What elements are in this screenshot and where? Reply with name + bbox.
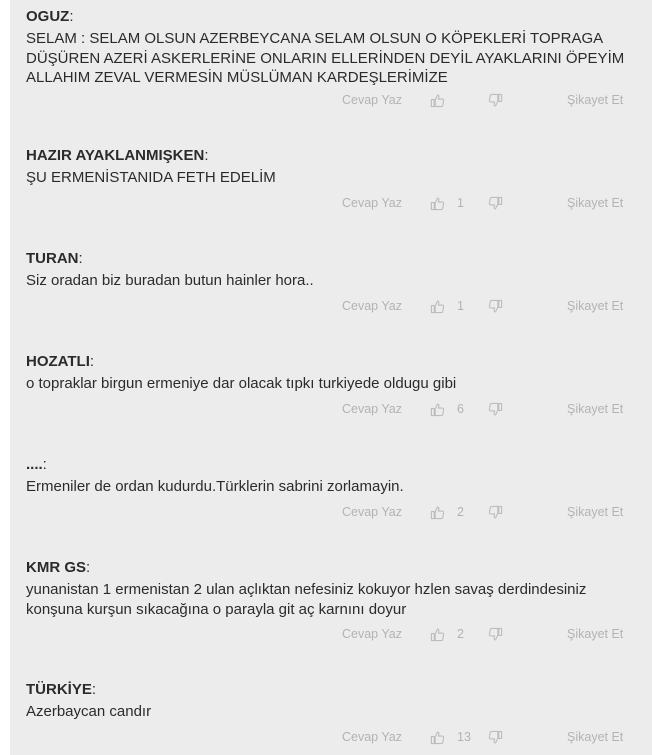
comment-item [26,559,636,641]
comment-header [26,8,636,26]
reply-button[interactable]: Cevap Yaz [342,730,402,744]
reply-button[interactable]: Cevap Yaz [342,505,402,519]
comment-text: Azerbaycan candır [26,703,152,720]
author-colon: : [91,681,97,698]
reply-button[interactable]: Cevap Yaz [342,299,402,313]
comment-item [26,250,636,313]
thumbs-up-icon[interactable] [430,505,445,520]
comment-header [26,250,636,268]
comment-actions [26,505,636,523]
thumbs-down-icon[interactable] [488,299,503,314]
comment-author: HOZATLI [26,353,90,370]
comment-item [26,456,636,519]
report-button[interactable]: Şikayet Et [567,627,624,641]
thumbs-down-icon[interactable] [488,730,503,745]
report-button[interactable]: Şikayet Et [567,93,624,107]
like-count: 2 [457,505,464,519]
comment-item [26,147,636,210]
report-button[interactable]: Şikayet Et [567,505,624,519]
comment-text: Ermeniler de ordan kudurdu.Türklerin sabrini zorlamayin. [26,478,404,495]
comment-actions [26,196,636,214]
author-colon: : [69,8,74,25]
comment-header [26,147,636,165]
comment-author: TURAN [26,250,79,267]
report-button[interactable]: Şikayet Et [567,730,624,744]
comment-actions [26,93,636,111]
like-count: 1 [457,196,464,210]
thumbs-up-icon[interactable] [430,299,445,314]
comment-text: yunanistan 1 ermenistan 2 ulan açlıktan nefesiniz kokuyor hzlen savaş derdindesiniz konşuna kurşun sıkacağına o parayla git aç karnını doyur [26,581,587,618]
comment-author: KMR GS [26,559,86,576]
comment-author: .... [26,456,43,473]
reply-button[interactable]: Cevap Yaz [342,196,402,210]
comment-actions [26,730,636,748]
author-colon: : [89,353,95,370]
report-button[interactable]: Şikayet Et [567,299,624,313]
thumbs-up-icon[interactable] [430,93,445,108]
comment-actions [26,402,636,420]
comment-header [26,456,636,474]
reply-button[interactable]: Cevap Yaz [342,402,402,416]
like-count: 6 [457,402,464,416]
comment-actions [26,627,636,645]
thumbs-down-icon[interactable] [488,627,503,642]
comment-author: TÜRKİYE [26,681,92,698]
reply-button[interactable]: Cevap Yaz [342,93,402,107]
reply-button[interactable]: Cevap Yaz [342,627,402,641]
comment-text: ŞU ERMENİSTANIDA FETH EDELİM [26,169,276,186]
comment-author: OGUZ [26,8,70,25]
comment-header [26,681,636,699]
report-button[interactable]: Şikayet Et [567,196,624,210]
comment-item [26,681,636,744]
comments-panel [10,0,652,755]
comment-item [26,8,636,107]
comment-header [26,559,636,577]
comment-text: o topraklar birgun ermeniye dar olacak tıpkı turkiyede oldugu gibi [26,375,457,392]
like-count: 2 [457,627,464,641]
author-colon: : [204,147,209,164]
author-colon: : [78,250,83,267]
comment-actions [26,299,636,317]
thumbs-up-icon[interactable] [430,196,445,211]
author-colon: : [42,456,47,473]
comment-text: Siz oradan biz buradan butun hainler hora.. [26,272,314,289]
comment-author: HAZIR AYAKLANMIŞKEN [26,147,205,164]
thumbs-up-icon[interactable] [430,627,445,642]
comment-text: SELAM : SELAM OLSUN AZERBEYCANA SELAM OLSUN O KÖPEKLERİ TOPRAGA DÜŞÜREN AZERİ ASKERLERİNE ONLARIN ELLERİNDEN DEYİL AYAKLARINI ÖPEYİM ALLAHIM ZEVAL VERMESİN MÜSLÜMAN KARDEŞLERİMİZE [26,30,625,86]
thumbs-up-icon[interactable] [430,402,445,417]
thumbs-down-icon[interactable] [488,402,503,417]
thumbs-down-icon[interactable] [488,196,503,211]
like-count: 1 [457,299,464,313]
comment-item [26,353,636,416]
comment-header [26,353,636,371]
thumbs-down-icon[interactable] [488,505,503,520]
thumbs-down-icon[interactable] [488,93,503,108]
report-button[interactable]: Şikayet Et [567,402,624,416]
like-count: 13 [457,730,471,744]
thumbs-up-icon[interactable] [430,730,445,745]
author-colon: : [86,559,91,576]
